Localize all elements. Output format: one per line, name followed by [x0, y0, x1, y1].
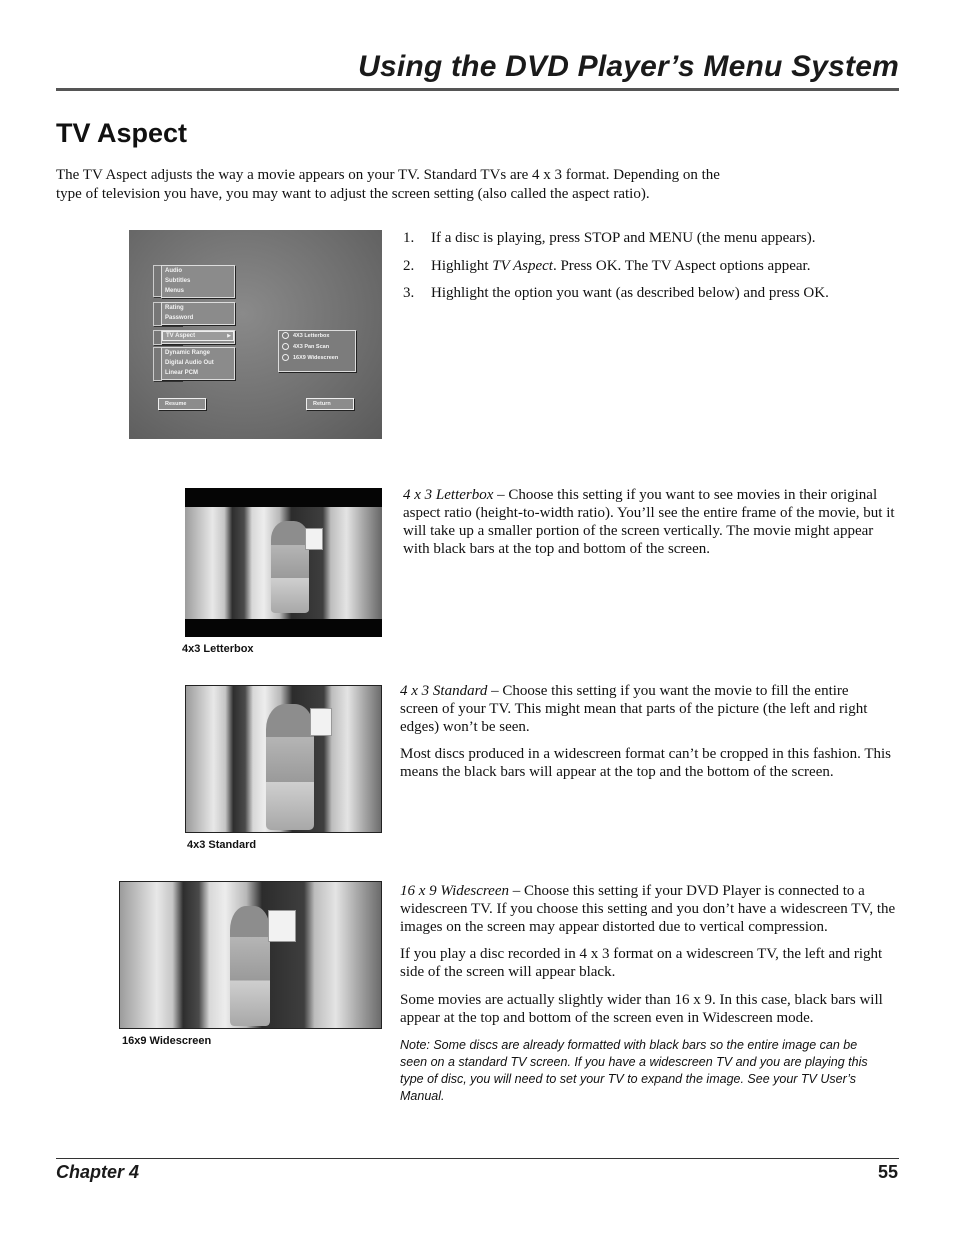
letterbox-caption: 4x3 Letterbox	[182, 643, 254, 655]
desc-line: Most discs produced in a widescreen format can’t be cropped in this fashion. This	[400, 746, 891, 762]
menu-group-tv-aspect	[161, 330, 235, 344]
footer-rule	[56, 1158, 899, 1159]
step-item	[403, 258, 810, 275]
step-text: Highlight the option you want (as described below) and press OK.	[431, 285, 829, 301]
menu-item: Audio	[165, 268, 182, 274]
step-text: Highlight	[431, 258, 493, 274]
radio-icon	[282, 332, 289, 339]
page-title: Using the DVD Player’s Menu System	[358, 50, 899, 83]
intro-line: The TV Aspect adjusts the way a movie appears on your TV. Standard TVs are 4 x 3 format. Depending on the	[56, 167, 720, 183]
widescreen-description	[400, 882, 900, 1027]
desc-line: images on the screen may appear distorted due to vertical compression.	[400, 919, 828, 935]
desc-line: screen of your TV. This might mean that parts of the picture (the left and right	[400, 701, 868, 717]
step-number: 2.	[403, 258, 415, 274]
desc-line: If you play a disc recorded in 4 x 3 format on a widescreen TV, the left and right	[400, 946, 883, 962]
desc-line: means the black bars will appear at the top and the bottom of the screen.	[400, 764, 834, 780]
intro-paragraph	[56, 166, 746, 204]
desc-line: with black bars at the top and bottom of the screen.	[403, 541, 710, 557]
desc-line: edges) won’t be seen.	[400, 719, 530, 735]
note-line: type of disc, you will need to set your TV to expand the image. See your TV User’s	[400, 1072, 857, 1086]
step-number: 1.	[403, 230, 415, 246]
radio-icon	[282, 343, 289, 350]
letterbox-description	[403, 486, 903, 558]
note-paragraph	[400, 1037, 900, 1105]
menu-group-audio	[161, 265, 235, 298]
term-widescreen: 16 x 9 Widescreen	[400, 883, 509, 899]
aspect-option	[279, 342, 355, 353]
desc-line: Some movies are actually slightly wider than 16 x 9. In this case, black bars will	[400, 992, 883, 1008]
desc-text: – Choose this setting if you want to see movies in their original	[493, 487, 878, 503]
menu-item: Menus	[165, 288, 185, 294]
note-line: seen on a standard TV screen. If you have a widescreen TV and you are playing this	[400, 1055, 868, 1069]
menu-item-selected: TV Aspect ▶	[162, 331, 234, 341]
aspect-option-label: 4X3 Letterbox	[293, 333, 330, 339]
step-item	[403, 230, 816, 247]
return-button: Return	[306, 398, 354, 410]
standard-photo	[185, 685, 382, 833]
desc-line: aspect ratio (height-to-width ratio). You’ll see the entire frame of the movie, but it	[403, 505, 895, 521]
menu-item: Digital Audio Out	[165, 360, 214, 366]
menu-group-dynamic	[161, 347, 235, 380]
term-standard: 4 x 3 Standard	[400, 683, 488, 699]
desc-line: will take up a smaller portion of the screen vertically. The movie might appear	[403, 523, 874, 539]
aspect-options-panel	[278, 330, 356, 372]
step-item	[403, 285, 829, 302]
aspect-option-label: 4X3 Pan Scan	[293, 344, 330, 350]
step-emphasis: TV Aspect	[492, 258, 553, 274]
menu-item: Password	[165, 315, 194, 321]
desc-line	[403, 486, 903, 504]
widescreen-photo	[119, 881, 382, 1029]
step-text: . Press OK. The TV Aspect options appear.	[552, 258, 811, 274]
dvd-menu-screenshot	[129, 230, 382, 439]
step-text: If a disc is playing, press STOP and MENU (the menu appears).	[431, 230, 816, 246]
desc-line: widescreen TV. If you choose this setting and you don’t have a widescreen TV, the	[400, 901, 896, 917]
footer-chapter: Chapter 4	[56, 1162, 140, 1182]
footer-page-number: 55	[877, 1162, 898, 1182]
term-letterbox: 4 x 3 Letterbox	[403, 487, 494, 503]
menu-item: Subtitles	[165, 278, 191, 284]
radio-icon	[282, 354, 289, 361]
desc-line: side of the screen will appear black.	[400, 964, 616, 980]
note-line: Manual.	[400, 1089, 445, 1103]
step-number: 3.	[403, 285, 415, 301]
aspect-option-label: 16X9 Widescreen	[293, 355, 339, 361]
letterbox-photo	[185, 488, 382, 637]
standard-description	[400, 682, 900, 781]
widescreen-caption: 16x9 Widescreen	[122, 1035, 212, 1047]
aspect-option	[279, 353, 355, 364]
note-line: Note: Some discs are already formatted with black bars so the entire image can be	[400, 1038, 858, 1052]
menu-item: Rating	[165, 305, 184, 311]
desc-text: – Choose this setting if you want the movie to fill the entire	[487, 683, 849, 699]
resume-button: Resume	[158, 398, 206, 410]
desc-line	[400, 882, 900, 900]
intro-line: type of television you have, you may want to adjust the screen setting (also called the aspect ratio).	[56, 186, 650, 202]
title-rule	[56, 88, 899, 91]
standard-caption: 4x3 Standard	[187, 839, 257, 851]
desc-line	[400, 682, 900, 700]
menu-item: Dynamic Range	[165, 350, 211, 356]
menu-group-rating	[161, 302, 235, 325]
aspect-option	[279, 331, 355, 342]
section-heading: TV Aspect	[56, 118, 188, 148]
desc-line: appear at the top and bottom of the screen even in Widescreen mode.	[400, 1010, 814, 1026]
desc-text: – Choose this setting if your DVD Player is connected to a	[509, 883, 865, 899]
menu-item: Linear PCM	[165, 370, 199, 376]
